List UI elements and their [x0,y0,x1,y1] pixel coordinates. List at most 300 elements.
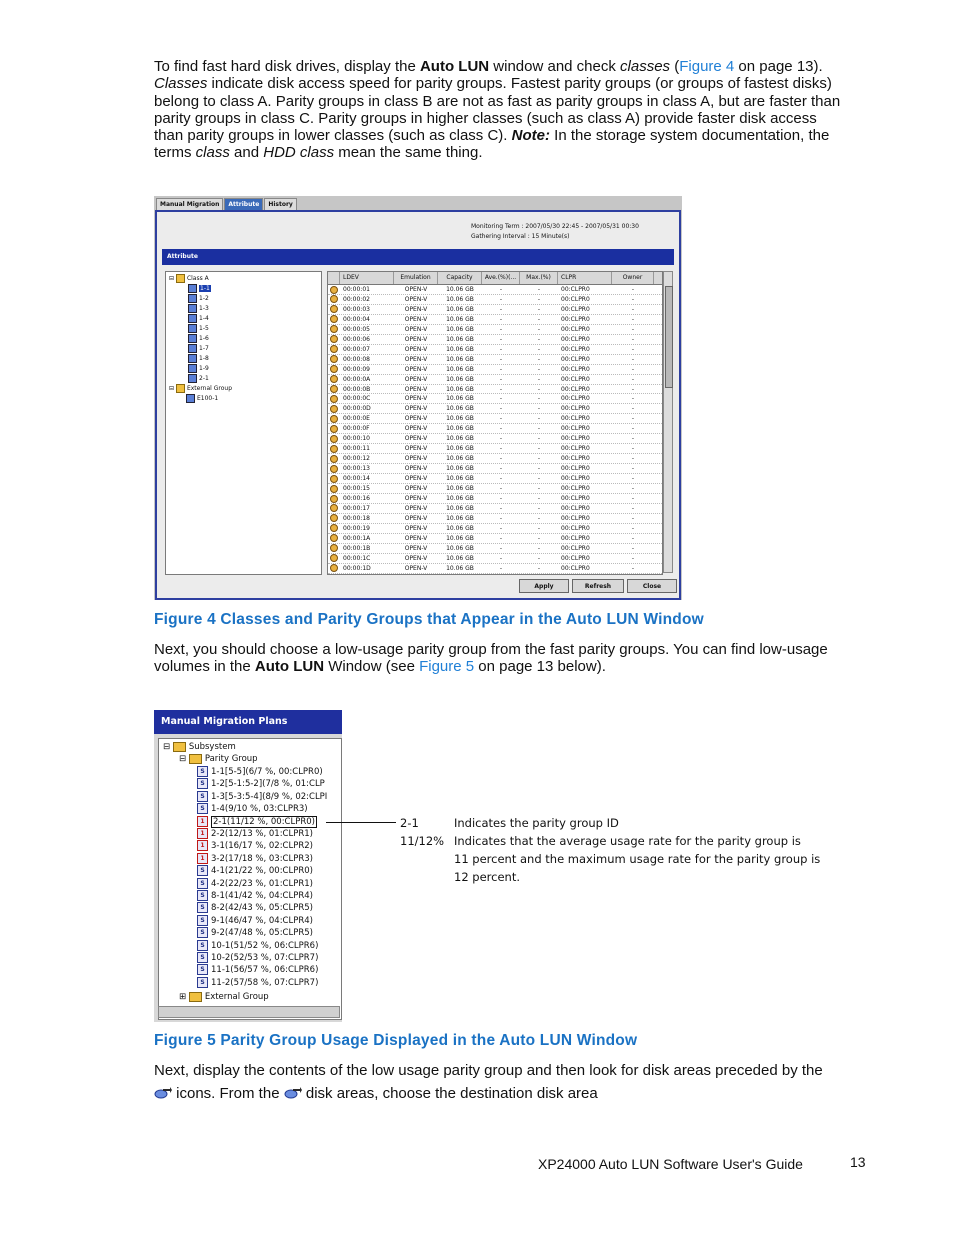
table-cell: OPEN-V [404,524,428,532]
table-cell: 00:CLPR0 [561,325,590,333]
table-cell: 00:00:08 [343,355,370,363]
parity-group-label: 1-4(9/10 %, 03:CLPR3) [211,804,308,815]
parity-group-item[interactable] [197,977,318,989]
table-cell: - [499,385,503,393]
ldev-icon-cell [328,355,340,364]
table-row[interactable] [328,375,662,385]
table-cell: - [631,425,635,433]
parity-group-item[interactable] [197,964,318,976]
parity-group-item[interactable] [197,878,313,890]
table-cell: 10.06 GB [446,425,474,433]
table-row[interactable] [328,514,662,524]
parity-group-icon: S [197,940,208,951]
table-cell: 10.06 GB [446,335,474,343]
parity-group-label: 2-2(12/13 %, 01:CLPR1) [211,829,313,839]
parity-group-item[interactable] [197,915,313,927]
folder-icon [176,274,185,283]
gathering-interval: Gathering Interval : 15 Minute(s) [471,233,570,240]
parity-group-item[interactable] [197,791,327,803]
tab-manual-migration[interactable]: Manual Migration [156,198,223,210]
ldev-icon-cell [328,434,340,443]
table-row[interactable] [328,434,662,444]
table-cell: OPEN-V [404,455,428,463]
table-cell: - [631,524,635,532]
ldev-icon-cell [328,365,340,374]
volume-icon [330,365,338,373]
attribute-panel [155,210,681,600]
table-cell: - [631,465,635,473]
parity-group-item[interactable] [197,840,313,852]
monitoring-term: Monitoring Term : 2007/05/30 22:45 - 2007/05/31 00:30 [471,223,639,230]
table-row[interactable] [328,474,662,484]
table-cell: 00:CLPR0 [561,355,590,363]
table-cell: - [499,405,503,413]
ldev-icon-cell [328,564,340,573]
ldev-icon-cell [328,514,340,523]
table-cell: 00:00:17 [343,504,370,512]
table-cell: - [631,564,635,572]
parity-group-item[interactable] [197,778,325,790]
table-cell: OPEN-V [404,325,428,333]
parity-group-icon [188,304,197,313]
ldev-icon-cell [328,464,340,473]
folder-icon [176,384,185,393]
table-cell: 10.06 GB [446,315,474,323]
volume-icon [330,355,338,363]
parity-group-item[interactable] [197,816,317,828]
parity-group-item[interactable] [197,902,313,914]
tree-parity-group-item[interactable]: 1-2 [188,294,209,304]
ldev-icon-cell [328,385,340,394]
table-row[interactable] [328,394,662,404]
table-row[interactable] [328,454,662,464]
parity-group-icon [188,324,197,333]
table-cell: 00:CLPR0 [561,385,590,393]
table-cell: 10.06 GB [446,325,474,333]
parity-group-icon: S [197,964,208,975]
table-cell: - [631,345,635,353]
scrollbar-thumb[interactable] [665,286,673,388]
table-cell: - [499,325,503,333]
parity-group-item[interactable] [197,828,313,840]
ldev-icon-cell [328,474,340,483]
ldev-icon-cell [328,335,340,344]
table-cell: 00:CLPR0 [561,305,590,313]
annotation-rate-text-3: 12 percent. [454,870,520,884]
volume-icon [330,534,338,542]
table-cell: 00:00:12 [343,455,370,463]
volume-icon [330,415,338,423]
parity-group-tree [158,738,342,1020]
table-cell: OPEN-V [404,445,428,453]
tree-parity-group[interactable]: ⊟ Parity Group [179,754,258,764]
volume-icon [330,504,338,512]
table-row[interactable] [328,524,662,534]
table-cell: 10.06 GB [446,455,474,463]
table-cell: 00:00:1D [343,564,371,572]
table-cell: 00:00:1A [343,534,371,542]
table-row[interactable] [328,564,662,574]
table-cell: OPEN-V [404,495,428,503]
table-cell: - [499,475,503,483]
table-row[interactable] [328,554,662,564]
refresh-button[interactable]: Refresh [572,579,624,593]
table-cell: 00:00:11 [343,445,370,453]
table-cell: - [631,365,635,373]
parity-group-icon: S [197,927,208,938]
table-cell: 00:CLPR0 [561,475,590,483]
parity-group-label: 3-1(16/17 %, 02:CLPR2) [211,841,313,852]
ldev-icon-cell [328,424,340,433]
parity-group-icon [188,364,197,373]
volume-icon [330,435,338,443]
table-row[interactable] [328,464,662,474]
table-row[interactable] [328,355,662,365]
volume-icon [330,305,338,313]
parity-group-icon: S [197,766,208,777]
table-cell: 10.06 GB [446,514,474,522]
volume-icon [330,405,338,413]
column-header-emulation[interactable]: Emulation [394,272,438,284]
figure-4-auto-lun-window [154,196,682,600]
table-cell: - [537,305,541,313]
table-cell: - [537,445,541,453]
parity-group-icon [188,294,197,303]
figure-5-link[interactable]: Figure 5 [419,658,475,676]
table-cell: OPEN-V [404,425,428,433]
close-button[interactable]: Close [627,579,677,593]
table-cell: OPEN-V [404,395,428,403]
table-cell: OPEN-V [404,435,428,443]
table-row[interactable] [328,414,662,424]
table-cell: - [537,495,541,503]
parity-group-icon: S [197,778,208,789]
table-row[interactable] [328,325,662,335]
parity-group-item[interactable] [197,890,313,902]
table-cell: OPEN-V [404,385,428,393]
table-row[interactable] [328,385,662,395]
parity-group-label: 10-2(52/53 %, 07:CLPR7) [211,953,319,963]
ldev-icon-cell [328,504,340,513]
parity-group-icon [188,314,197,323]
ldev-icon-cell [328,414,340,423]
table-cell: - [537,524,541,532]
table-cell: - [499,345,503,353]
parity-group-label: 9-2(47/48 %, 05:CLPR5) [211,928,313,939]
table-row[interactable] [328,404,662,414]
folder-icon [189,992,202,1002]
tree-parity-group-item[interactable]: 1-3 [188,304,209,314]
table-cell: 10.06 GB [446,524,474,532]
column-header-max[interactable]: Max.(%) [520,272,558,284]
ldev-icon-cell [328,544,340,553]
table-cell: - [499,395,503,403]
column-header-clpr[interactable]: CLPR [558,272,612,284]
table-cell: OPEN-V [404,415,428,423]
table-cell: - [537,475,541,483]
table-cell: - [631,445,635,453]
parity-group-icon: S [197,878,208,889]
table-cell: 10.06 GB [446,495,474,503]
table-cell: 00:00:05 [343,325,370,333]
table-cell: - [537,435,541,443]
tree-parity-group-item[interactable]: 1-1 [188,284,211,294]
table-cell: - [631,455,635,463]
table-cell: 10.06 GB [446,554,474,562]
parity-group-item[interactable] [197,853,313,865]
table-row[interactable] [328,285,662,295]
parity-group-label: 2-1(11/12 %, 00:CLPR0) [213,816,315,827]
table-cell: - [537,345,541,353]
table-cell: 10.06 GB [446,534,474,542]
table-cell: - [499,425,503,433]
volume-icon [330,375,338,383]
table-row[interactable] [328,335,662,345]
tab-bar [156,198,298,210]
annotation-rate-text-1: Indicates that the average usage rate for the parity group is [454,834,801,848]
table-cell: - [499,435,503,443]
table-row[interactable] [328,504,662,514]
table-body [328,285,662,574]
volume-icon [330,455,338,463]
column-header-ave[interactable]: Ave.(%)(... [482,272,520,284]
table-cell: 10.06 GB [446,286,474,293]
table-cell: - [499,564,503,572]
table-cell: - [537,286,541,293]
table-cell: - [537,544,541,552]
paragraph-2: Next, you should choose a low-usage parity group from the fast parity groups. You can find low-usage volumes in the Auto LUN Window (see Figure 5 on page 13 below). [154,641,828,676]
annotation-id-key: 2-1 [400,816,419,830]
volume-icon [330,425,338,433]
ldev-icon-cell [328,345,340,354]
parity-group-label: 8-2(42/43 %, 05:CLPR5) [211,903,313,914]
table-cell: 10.06 GB [446,475,474,483]
table-cell: - [537,375,541,383]
annotation-rate-key: 11/12% [400,834,445,848]
icon-column-header [328,272,340,284]
volume-icon [330,345,338,353]
parity-group-icon [188,344,197,353]
parity-group-item[interactable] [197,803,308,815]
volume-icon [330,295,338,303]
tree-parity-group-item[interactable]: 1-9 [188,364,209,374]
table-cell: - [631,485,635,493]
figure-4-link[interactable]: Figure 4 [679,58,735,75]
table-cell: 00:CLPR0 [561,485,590,493]
table-cell: - [537,335,541,343]
parity-group-icon: S [197,865,208,876]
table-cell: 00:00:04 [343,315,370,323]
table-cell: - [537,385,541,393]
tree-parity-group-item[interactable]: 1-8 [188,354,209,364]
table-cell: 00:00:07 [343,345,370,353]
table-cell: - [537,325,541,333]
parity-group-item[interactable] [197,927,313,939]
parity-group-label: 3-2(17/18 %, 03:CLPR3) [211,853,313,864]
table-cell: 00:00:13 [343,465,370,473]
table-cell: 00:CLPR0 [561,465,590,473]
table-cell: 00:CLPR0 [561,524,590,532]
tab-attribute[interactable]: Attribute [224,198,263,210]
table-cell: OPEN-V [404,305,428,313]
table-cell: OPEN-V [404,405,428,413]
tree-parity-group-item[interactable]: 1-7 [188,344,209,354]
table-cell: 00:00:0C [343,395,371,403]
volume-icon [330,564,338,572]
table-cell: 00:CLPR0 [561,375,590,383]
table-cell: 10.06 GB [446,355,474,363]
parity-group-icon: S [197,803,208,814]
table-cell: 10.06 GB [446,544,474,552]
table-cell: 00:00:18 [343,514,370,522]
table-cell: - [499,554,503,562]
table-cell: OPEN-V [404,355,428,363]
tree-class-a[interactable]: ⊟ Class A [169,275,209,282]
tree-subsystem[interactable]: ⊟ Subsystem [163,742,236,752]
table-row[interactable] [328,444,662,454]
table-cell: - [631,375,635,383]
tree-parity-group-item[interactable]: 2-1 [188,374,209,384]
table-cell: 00:CLPR0 [561,286,590,293]
table-cell: - [631,405,635,413]
volume-icon [330,325,338,333]
table-cell: - [537,504,541,512]
volume-icon [330,475,338,483]
volume-icon [330,315,338,323]
volume-icon [330,286,338,294]
table-cell: 00:00:16 [343,495,370,503]
table-cell: - [537,455,541,463]
tree-external-item[interactable]: E100-1 [186,394,218,404]
ldev-icon-cell [328,554,340,563]
parity-group-item[interactable] [197,766,323,778]
table-cell: 00:00:19 [343,524,370,532]
table-cell: OPEN-V [404,465,428,473]
tree-parity-group-item[interactable]: 1-5 [188,324,209,334]
table-cell: 00:CLPR0 [561,405,590,413]
table-cell: 10.06 GB [446,395,474,403]
table-cell: - [631,286,635,293]
table-cell: OPEN-V [404,475,428,483]
parity-group-item[interactable] [197,952,318,964]
table-cell: 00:CLPR0 [561,554,590,562]
table-row[interactable] [328,534,662,544]
table-cell: 00:CLPR0 [561,315,590,323]
table-cell: - [499,365,503,373]
table-row[interactable] [328,345,662,355]
tree-external-group[interactable]: ⊟ External Group [169,385,233,392]
folder-icon [189,754,202,764]
column-header-capacity[interactable]: Capacity [438,272,482,284]
parity-group-icon: 1 [197,840,208,851]
table-cell: OPEN-V [404,315,428,323]
parity-group-icon: S [197,791,208,802]
table-cell: 00:CLPR0 [561,395,590,403]
volume-icon [330,514,338,522]
table-cell: - [499,445,503,453]
table-cell: - [631,295,635,303]
volume-icon [330,524,338,532]
table-cell: 00:CLPR0 [561,435,590,443]
table-cell: 10.06 GB [446,445,474,453]
destination-disk-icon [284,1086,302,1100]
table-row[interactable] [328,544,662,554]
table-cell: - [537,425,541,433]
migration-plans-title: Manual Migration Plans [154,710,342,734]
table-cell: OPEN-V [404,564,428,572]
table-row[interactable] [328,295,662,305]
annotation-leader-line [326,822,396,823]
table-cell: OPEN-V [404,335,428,343]
apply-button[interactable]: Apply [519,579,569,593]
parity-group-icon [188,334,197,343]
parity-group-item[interactable] [197,865,313,877]
parity-group-label: 1-1[5-5](6/7 %, 00:CLPR0) [211,767,323,777]
table-cell: - [537,395,541,403]
table-cell: 00:CLPR0 [561,365,590,373]
paragraph-3: Next, display the contents of the low usage parity group and then look for disk areas preceded by the icons. From the disk areas, choose the destination disk area [154,1062,823,1103]
table-cell: - [631,495,635,503]
tree-parity-group-item[interactable]: 1-6 [188,334,209,344]
table-cell: - [499,524,503,532]
annotation-rate-text-2: 11 percent and the maximum usage rate for the parity group is [454,852,821,866]
tab-history[interactable]: History [264,198,297,210]
ldev-icon-cell [328,454,340,463]
folder-icon [173,742,186,752]
parity-group-icon: 1 [197,828,208,839]
column-header-owner[interactable]: Owner [612,272,654,284]
volume-icon [330,495,338,503]
ldev-icon-cell [328,295,340,304]
table-cell: 10.06 GB [446,465,474,473]
table-row[interactable] [328,365,662,375]
table-cell: - [499,514,503,522]
tree-parity-group-item[interactable]: 1-4 [188,314,209,324]
parity-group-item[interactable] [197,940,318,952]
table-row[interactable] [328,484,662,494]
table-cell: 00:CLPR0 [561,544,590,552]
table-row[interactable] [328,494,662,504]
volume-icon [330,554,338,562]
table-cell: - [537,415,541,423]
tree-external-group[interactable]: ⊞ External Group [179,992,269,1002]
intro-paragraph: To find fast hard disk drives, display the Auto LUN window and check classes (Figure 4 on page 13). Classes indicate disk access speed for parity groups. Fastest parity groups (or groups of fastest disks) belong to class A. Parity groups in class B are not as fast as parity groups in class A, but are faster than parity groups in class C. Parity groups in higher classes (such as class A) provide faster disk access than parity groups in lower classes (such as class C). Note: In the storage system documentation, the terms class and HDD class mean the same thing. [154,58,841,162]
column-header-ldev[interactable]: LDEV [340,272,394,284]
table-cell: - [499,355,503,363]
table-row[interactable] [328,315,662,325]
table-cell: 00:00:0D [343,405,371,413]
table-cell: - [631,544,635,552]
table-row[interactable] [328,305,662,315]
horizontal-scrollbar[interactable] [158,1006,340,1018]
ldev-icon-cell [328,394,340,403]
table-cell: 00:00:09 [343,365,370,373]
table-cell: - [631,475,635,483]
parity-group-icon: S [197,915,208,926]
volume-icon [330,485,338,493]
ldev-icon-cell [328,285,340,294]
table-cell: - [499,495,503,503]
table-cell: OPEN-V [404,534,428,542]
table-row[interactable] [328,424,662,434]
table-cell: - [499,375,503,383]
table-scrollbar[interactable] [663,271,673,573]
table-cell: 00:CLPR0 [561,495,590,503]
attribute-header: Attribute [162,249,674,265]
figure-4-caption: Figure 4 Classes and Parity Groups that Appear in the Auto LUN Window [154,611,704,628]
table-cell: - [537,485,541,493]
ldev-table [327,271,663,575]
